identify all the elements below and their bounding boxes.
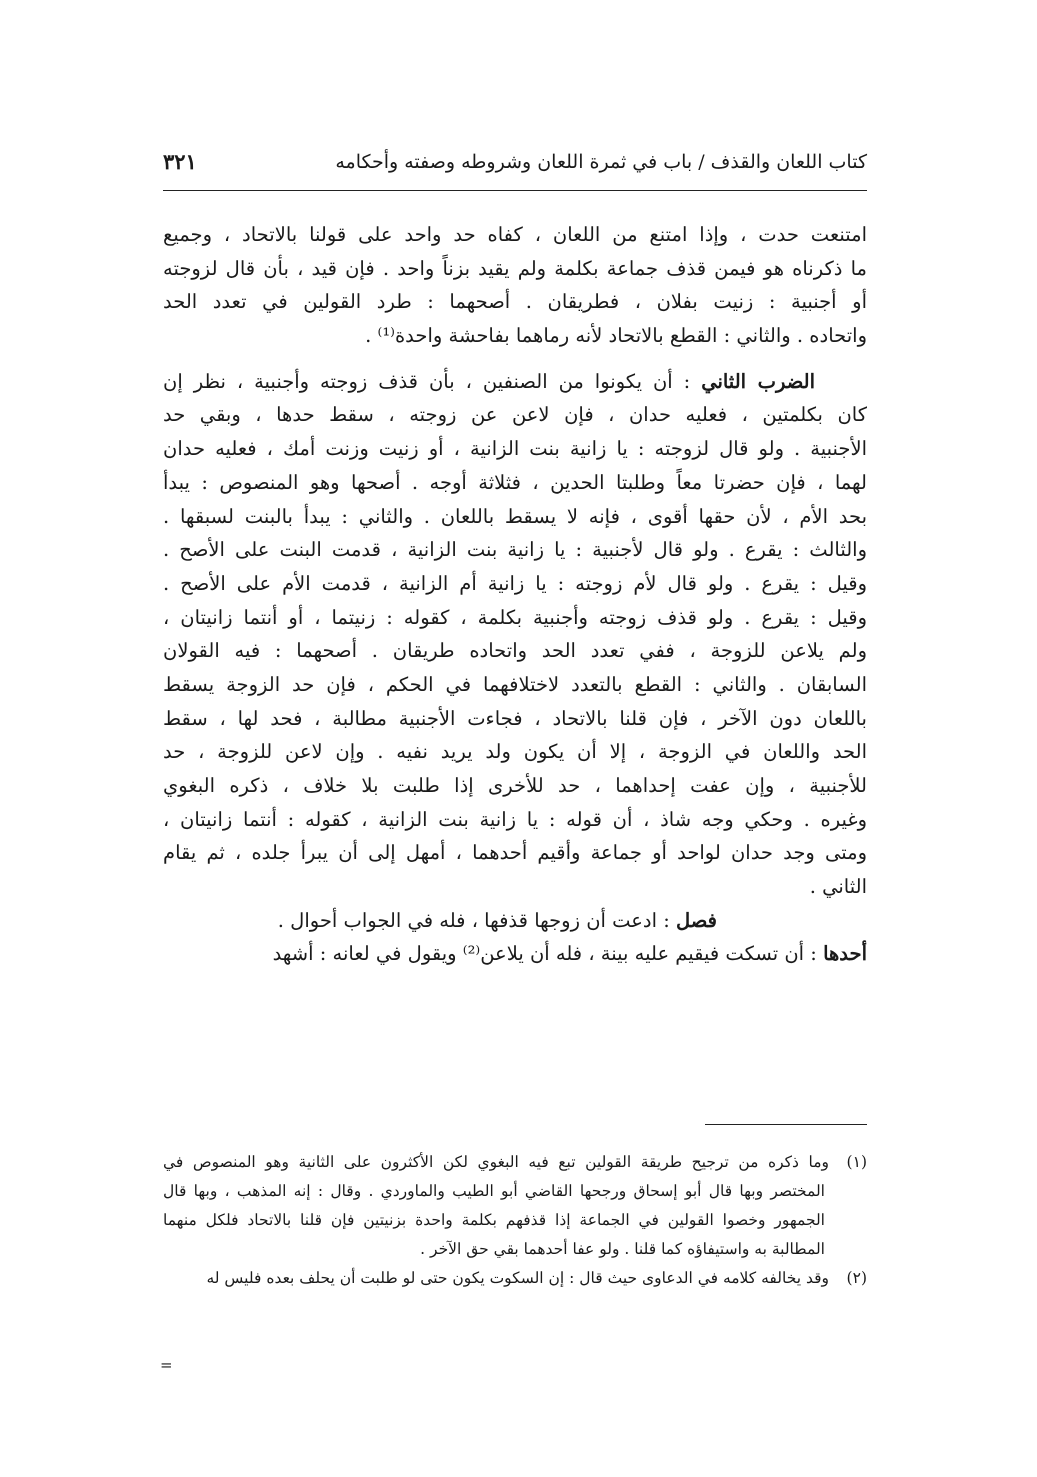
main-text (163, 218, 867, 971)
footnote-line: الجمهور وخصوا القولين في الجماعة إذا قذفهم بكلمة واحدة بزنيتين فإن قلنا بالاتحاد فلكل منهما (163, 1211, 825, 1229)
text-line: وقيل : يقرع . ولو قذف زوجته وأجنبية بكلمة ، كقوله : زنيتما ، أو أنتما زانيتان ، (163, 605, 867, 629)
ahadiha-heading: أحدها (823, 942, 867, 966)
text-line: والثالث : يقرع . ولو قال لأجنبية : يا زانية بنت الزانية ، قدمت البنت على الأصح . (163, 538, 867, 562)
text-line: ولم يلاعن للزوجة ، ففي تعدد الحد واتحاده طريقان . أصحهما : فيه القولان (163, 639, 867, 663)
text-run: وقد يخالفه كلامه في الدعاوى حيث قال : إن السكوت يكون حتى لو طلبت أن يحلف بعده فليس له (206, 1269, 829, 1287)
page-header (163, 145, 867, 185)
text-line: كان بكلمتين ، فعليه حدان ، فإن لاعن عن زوجته ، سقط حدها ، وبقي حد (163, 403, 867, 427)
fasl-heading: فصل (676, 908, 717, 932)
text-line: للأجنبية ، وإن عفت إحداهما ، حد للأخرى إذا طلبت بلا خلاف ، ذكره البغوي (163, 774, 867, 797)
text-line: وغيره . وحكي وجه شاذ ، أن قوله : يا زانية بنت الزانية ، كقوله : أنتما زانيتان ، (163, 807, 867, 831)
footnote-line: المطالبة به واستيفاؤه كما قلنا . ولو عفا أحدهما بقي حق الآخر . (420, 1240, 825, 1258)
header-rule (163, 190, 867, 191)
text-line (163, 365, 867, 399)
text-line: بحد الأم ، لأن حقها أقوى ، فإنه لا يسقط باللعان . والثاني : يبدأ بالبنت لسبقها . (163, 504, 867, 528)
footnotes (163, 1148, 867, 1293)
text-run: : أن يكونوا من الصنفين ، بأن قذف زوجته وأجنبية ، نظر إن (163, 369, 702, 393)
text-run: وما ذكره من ترجيح طريقة القولين تبع فيه البغوي لكن الأكثرون على الثانية وهو المنصوص في (163, 1153, 829, 1171)
page-number: ٣٢١ (163, 149, 197, 174)
footnote-line (163, 1264, 867, 1293)
footnote-line (163, 1148, 867, 1177)
text-line: باللعان دون الآخر ، فإن قلنا بالاتحاد ، فجاءت الأجنبية مطالبة ، فحد لها ، سقط (163, 706, 867, 730)
footnote-rule (705, 1124, 867, 1125)
text-line: ومتى وجد حدان لواحد أو جماعة وأقيم أحدهما ، أمهل إلى أن يبرأ جلده ، ثم يقام (163, 841, 867, 865)
text-line: وقيل : يقرع . ولو قال لأم زوجته : يا زانية أم الزانية ، قدمت الأم على الأصح . (163, 571, 867, 595)
text-line (163, 904, 867, 938)
text-run: : أن تسكت فيقيم عليه بينة ، فله أن يلاعن⁽²⁾ ويقول في لعانه : أشهد (272, 942, 824, 966)
text-line: ما ذكرناه هو فيمن قذف جماعة بكلمة ولم يقيد بزناً واحد . فإن قيد ، بأن قال لزوجته (163, 256, 867, 280)
section-heading: الضرب الثاني (701, 369, 815, 393)
text-line: السابقان . والثاني : القطع بالتعدد لاختلافهما في الحكم ، فإن حد الزوجة يسقط (163, 672, 867, 696)
footnote-number: (٢) (846, 1269, 867, 1287)
text-line: الثاني . (809, 875, 867, 899)
text-line: لهما ، فإن حضرتا معاً وطلبتا الحدين ، فثلاثة أوجه . أصحها وهو المنصوص : يبدأ (163, 470, 867, 494)
text-line: الحد واللعان في الزوجة ، إلا أن يكون ولد يريد نفيه . وإن لاعن للزوجة ، حد (163, 740, 867, 764)
footnote-line: المختصر وبها قال أبو إسحاق ورجحها القاضي أبو الطيب والماوردي . وقال : إنه المذهب ، وبها قال (163, 1182, 825, 1200)
paragraph-gap (163, 353, 867, 365)
text-line: واتحاده . والثاني : القطع بالاتحاد لأنه رماهما بفاحشة واحدة⁽¹⁾ . (365, 324, 867, 348)
footnote-number: (١) (846, 1153, 867, 1171)
continuation-mark: = (160, 1356, 173, 1374)
text-line (163, 937, 867, 971)
text-line: الأجنبية . ولو قال لزوجته : يا زانية بنت الزانية ، أو زنيت وزنت أمك ، فعليه حدان (163, 437, 867, 461)
text-line: أو أجنبية : زنيت بفلان ، فطريقان . أصحهما : طرد القولين في تعدد الحد (163, 290, 867, 314)
running-title: كتاب اللعان والقذف / باب في ثمرة اللعان وشروطه وصفته وأحكامه (335, 151, 867, 173)
text-line: امتنعت حدت ، وإذا امتنع من اللعان ، كفاه حد واحد على قولنا بالاتحاد ، وجميع (163, 223, 867, 246)
text-run: : ادعت أن زوجها قذفها ، فله في الجواب أحوال . (277, 908, 676, 932)
